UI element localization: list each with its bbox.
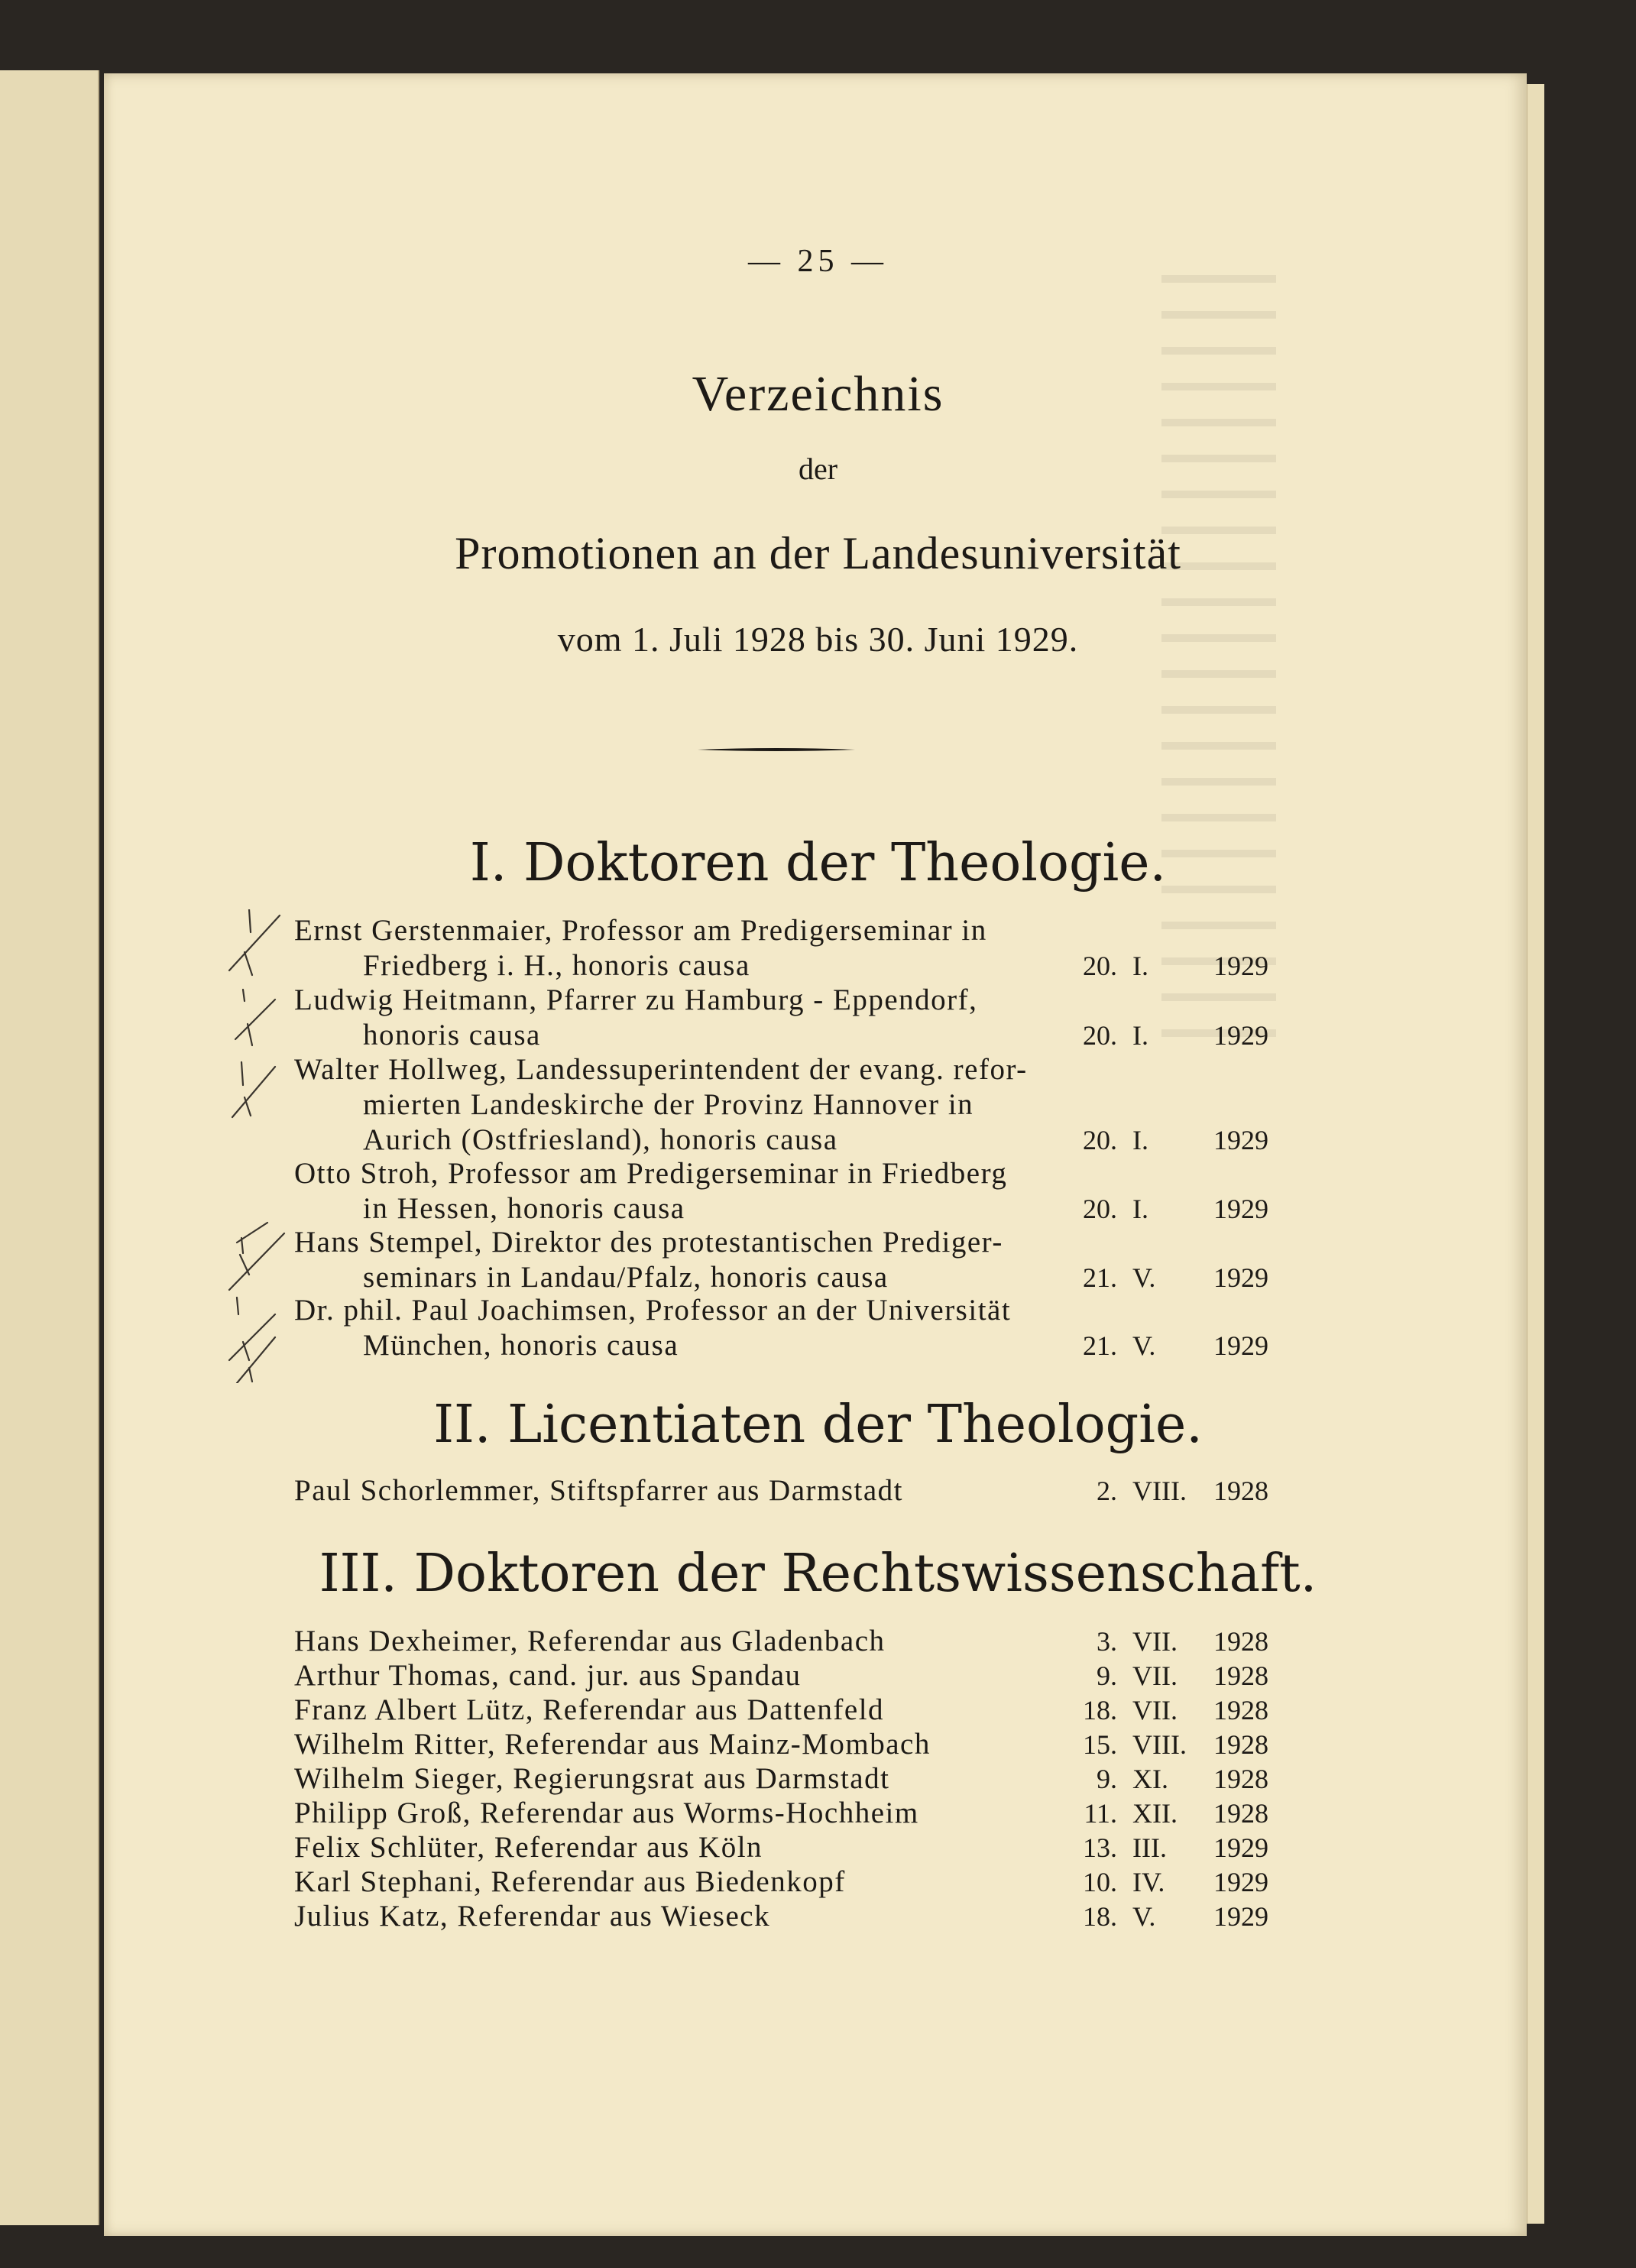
entry-year: 1929: [1213, 1020, 1268, 1051]
entry-day: 15.: [1083, 1729, 1117, 1760]
entry-year: 1929: [1213, 1262, 1268, 1293]
entry-year: 1928: [1213, 1661, 1268, 1691]
entry-line: Ludwig Heitmann, Pfarrer zu Hamburg - Eppendorf,: [294, 983, 978, 1016]
list-item: Arthur Thomas, cand. jur. aus Spandau: [294, 1659, 802, 1692]
entry-day: 18.: [1083, 1695, 1117, 1725]
list-item: Felix Schlüter, Referendar aus Köln: [294, 1831, 763, 1864]
entry-day: 9.: [1097, 1661, 1117, 1691]
list-item: Wilhelm Ritter, Referendar aus Mainz-Mombach: [294, 1728, 931, 1761]
entry-year: 1929: [1213, 1832, 1268, 1863]
section-2-heading: II. Licentiaten der Theologie.: [433, 1395, 1203, 1455]
entry-month: IV.: [1132, 1867, 1165, 1897]
entry-day: 18.: [1083, 1901, 1117, 1932]
entry-year: 1928: [1213, 1729, 1268, 1760]
pencil-check-marks: [222, 909, 336, 1383]
list-item: Philipp Groß, Referendar aus Worms-Hochheim: [294, 1797, 919, 1829]
entry-line: seminars in Landau/Pfalz, honoris causa: [363, 1261, 889, 1294]
entry-year: 1928: [1213, 1695, 1268, 1725]
page-number: — 25 —: [748, 244, 888, 279]
list-item: [294, 983, 1272, 1053]
entry-year: 1928: [1213, 1626, 1268, 1657]
list-item: Franz Albert Lütz, Referendar aus Dattenfeld: [294, 1693, 885, 1726]
entry-month: I.: [1132, 1194, 1148, 1224]
title-verzeichnis: Verzeichnis: [692, 366, 944, 422]
entry-day: 21.: [1083, 1262, 1117, 1293]
list-item: Paul Schorlemmer, Stiftspfarrer aus Darmstadt: [294, 1474, 903, 1507]
list-item: [294, 1293, 1272, 1363]
entry-day: 20.: [1083, 1194, 1117, 1224]
entry-month: VII.: [1132, 1695, 1178, 1725]
section-1-heading: I. Doktoren der Theologie.: [469, 833, 1167, 893]
entry-month: XI.: [1132, 1764, 1168, 1794]
entry-month: VII.: [1132, 1661, 1178, 1691]
entry-month: I.: [1132, 1125, 1148, 1155]
entry-day: 20.: [1083, 1125, 1117, 1155]
entry-year: 1928: [1213, 1764, 1268, 1794]
list-item: Julius Katz, Referendar aus Wieseck: [294, 1900, 771, 1933]
entry-month: VII.: [1132, 1626, 1178, 1657]
list-item: [294, 1052, 1272, 1158]
entry-day: 20.: [1083, 1020, 1117, 1051]
entry-year: 1929: [1213, 1867, 1268, 1897]
entry-month: III.: [1132, 1832, 1167, 1863]
entry-day: 11.: [1084, 1798, 1117, 1829]
entry-year: 1928: [1213, 1798, 1268, 1829]
entry-line: Hans Stempel, Direktor des protestantischen Prediger-: [294, 1226, 1003, 1259]
ornamental-rule: [698, 747, 855, 752]
entry-line: Ernst Gerstenmaier, Professor am Predigerseminar in: [294, 914, 987, 947]
entry-month: VIII.: [1132, 1476, 1187, 1506]
entry-year: 1928: [1213, 1476, 1268, 1506]
entry-line: Dr. phil. Paul Joachimsen, Professor an der Universität: [294, 1294, 1012, 1327]
entry-month: V.: [1132, 1901, 1156, 1932]
entry-year: 1929: [1213, 1194, 1268, 1224]
entry-month: VIII.: [1132, 1729, 1187, 1760]
entry-line: München, honoris causa: [363, 1329, 679, 1362]
entry-day: 21.: [1083, 1330, 1117, 1361]
list-item: Wilhelm Sieger, Regierungsrat aus Darmstadt: [294, 1762, 890, 1795]
entry-line: Aurich (Ostfriesland), honoris causa: [363, 1123, 838, 1156]
entry-day: 9.: [1097, 1764, 1117, 1794]
entry-line: in Hessen, honoris causa: [363, 1192, 685, 1225]
list-item: [294, 1156, 1272, 1226]
entry-month: V.: [1132, 1330, 1156, 1361]
entry-line: honoris causa: [363, 1019, 541, 1051]
list-item: Hans Dexheimer, Referendar aus Gladenbach: [294, 1625, 886, 1657]
entry-year: 1929: [1213, 1901, 1268, 1932]
entry-day: 10.: [1083, 1867, 1117, 1897]
entry-day: 2.: [1097, 1476, 1117, 1506]
entry-year: 1929: [1213, 951, 1268, 981]
title-promotionen: Promotionen an der Landesuniversität: [455, 528, 1181, 578]
entry-year: 1929: [1213, 1125, 1268, 1155]
title-period: vom 1. Juli 1928 bis 30. Juni 1929.: [557, 620, 1079, 659]
entry-line: Walter Hollweg, Landessuperintendent der evang. refor-: [294, 1053, 1028, 1086]
list-item: Karl Stephani, Referendar aus Biedenkopf: [294, 1865, 846, 1898]
entry-line: mierten Landeskirche der Provinz Hannover in: [363, 1088, 974, 1121]
entry-line: Friedberg i. H., honoris causa: [363, 949, 750, 982]
section-3-heading: III. Doktoren der Rechtswissenschaft.: [319, 1544, 1317, 1604]
entry-day: 20.: [1083, 951, 1117, 981]
list-item: [294, 913, 1272, 983]
entry-day: 3.: [1097, 1626, 1117, 1657]
entry-month: I.: [1132, 1020, 1148, 1051]
entry-year: 1929: [1213, 1330, 1268, 1361]
entry-month: XII.: [1132, 1798, 1178, 1829]
entry-line: Otto Stroh, Professor am Predigerseminar in Friedberg: [294, 1157, 1008, 1190]
entry-month: I.: [1132, 951, 1148, 981]
title-der: der: [798, 452, 838, 486]
entry-month: V.: [1132, 1262, 1156, 1293]
list-item: [294, 1225, 1272, 1295]
entry-day: 13.: [1083, 1832, 1117, 1863]
